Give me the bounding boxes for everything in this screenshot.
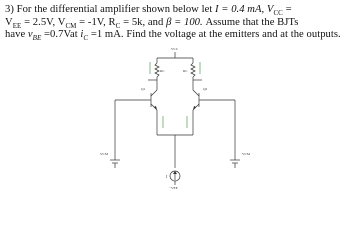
vcm-right-label: VCM xyxy=(242,152,250,156)
vcm-left-label: VCM xyxy=(100,152,108,156)
vcm-symbol: V xyxy=(57,16,66,28)
q1-label: Q1 xyxy=(141,87,146,91)
ic-symbol: i xyxy=(80,29,84,41)
problem-question: Find the voltage at the emitters and at the outputs. xyxy=(126,29,341,41)
ic-value: =1 mA. xyxy=(90,29,124,41)
problem-intro: For the differential amplifier shown below let xyxy=(16,4,213,15)
vcc-symbol: V xyxy=(266,4,274,15)
vbe-subscript: BE xyxy=(32,34,42,43)
rc-symbol: R xyxy=(108,16,116,28)
vee-subscript: EE xyxy=(12,21,22,30)
vbe-value: =0.7Vat xyxy=(44,29,78,41)
q2-emitter-arrow xyxy=(193,106,196,110)
current-spec: I = 0.4 mA, xyxy=(215,4,265,15)
vcm-value: = -1V, xyxy=(79,16,106,28)
vcc-equals: = xyxy=(285,4,292,15)
vbe-symbol: v xyxy=(27,29,33,41)
vcc-subscript: CC xyxy=(273,9,283,18)
beta-value: β = 100. xyxy=(166,16,203,28)
ic-subscript: C xyxy=(83,34,89,43)
vee-value: = 2.5V, xyxy=(24,16,56,28)
q1-emitter-arrow xyxy=(154,106,157,110)
have-word: have xyxy=(5,29,26,41)
vee-symbol: V xyxy=(5,16,13,28)
rc-subscript: C xyxy=(115,21,121,30)
vcm-subscript: CM xyxy=(65,21,77,30)
vcc-label: VCC xyxy=(171,47,179,51)
rc-value: = 5k, and xyxy=(123,16,164,28)
vee-label: −VEE xyxy=(169,186,178,190)
q2-label: Q2 xyxy=(203,87,208,91)
rc2-label: RC xyxy=(183,69,188,73)
i-label: I xyxy=(166,174,168,179)
q1-collector xyxy=(151,90,157,96)
rc1-resistor xyxy=(155,63,159,77)
problem-assumption: Assume that the BJTs xyxy=(205,16,299,28)
rc1-label: RC xyxy=(160,69,165,73)
rc2-resistor xyxy=(191,63,195,77)
problem-number: 3) xyxy=(5,4,14,15)
q2-collector xyxy=(193,90,199,96)
